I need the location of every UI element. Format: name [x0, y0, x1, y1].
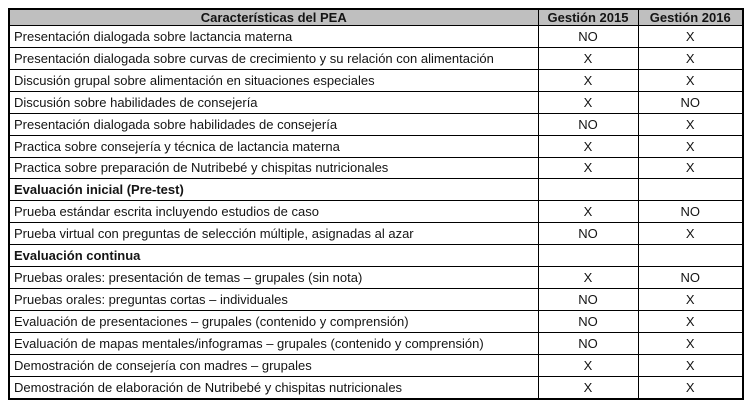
cell-gestion-2016: X [638, 113, 743, 135]
table-row [9, 267, 743, 289]
row-label: Evaluación inicial (Pre-test) [9, 179, 538, 201]
row-label: Evaluación de mapas mentales/infogramas – grupales (contenido y comprensión) [9, 332, 538, 354]
table-row [9, 135, 743, 157]
cell-gestion-2016: X [638, 376, 743, 399]
cell-gestion-2015 [538, 245, 638, 267]
cell-gestion-2016: X [638, 223, 743, 245]
cell-gestion-2016: X [638, 47, 743, 69]
cell-gestion-2016 [638, 179, 743, 201]
table-row [9, 354, 743, 376]
row-label: Presentación dialogada sobre curvas de crecimiento y su relación con alimentación [9, 47, 538, 69]
cell-gestion-2015 [538, 179, 638, 201]
row-label: Prueba virtual con preguntas de selección múltiple, asignadas al azar [9, 223, 538, 245]
row-label: Discusión sobre habilidades de consejería [9, 91, 538, 113]
section-row [9, 179, 743, 201]
cell-gestion-2015: NO [538, 332, 638, 354]
cell-gestion-2016: X [638, 157, 743, 179]
row-label: Demostración de elaboración de Nutribebé y chispitas nutricionales [9, 376, 538, 399]
cell-gestion-2016: X [638, 310, 743, 332]
table-row [9, 47, 743, 69]
table-row [9, 201, 743, 223]
table-row [9, 332, 743, 354]
cell-gestion-2015: X [538, 201, 638, 223]
cell-gestion-2015: X [538, 376, 638, 399]
table-header [9, 9, 743, 26]
table-row [9, 69, 743, 91]
row-label: Prueba estándar escrita incluyendo estudios de caso [9, 201, 538, 223]
cell-gestion-2015: X [538, 47, 638, 69]
row-label: Evaluación continua [9, 245, 538, 267]
table-row [9, 310, 743, 332]
header-row [9, 9, 743, 26]
table-row [9, 91, 743, 113]
table-row [9, 157, 743, 179]
cell-gestion-2016 [638, 245, 743, 267]
cell-gestion-2016: X [638, 332, 743, 354]
cell-gestion-2015: X [538, 267, 638, 289]
table-row [9, 26, 743, 48]
table-row [9, 376, 743, 399]
table-row [9, 113, 743, 135]
row-label: Pruebas orales: preguntas cortas – individuales [9, 289, 538, 311]
cell-gestion-2016: X [638, 354, 743, 376]
row-label: Discusión grupal sobre alimentación en situaciones especiales [9, 69, 538, 91]
cell-gestion-2016: X [638, 26, 743, 48]
cell-gestion-2015: NO [538, 223, 638, 245]
cell-gestion-2016: NO [638, 201, 743, 223]
cell-gestion-2015: X [538, 354, 638, 376]
header-gestion-2016: Gestión 2016 [638, 9, 743, 26]
row-label: Demostración de consejería con madres – grupales [9, 354, 538, 376]
section-row [9, 245, 743, 267]
cell-gestion-2015: NO [538, 289, 638, 311]
cell-gestion-2016: NO [638, 267, 743, 289]
cell-gestion-2016: NO [638, 91, 743, 113]
cell-gestion-2015: NO [538, 310, 638, 332]
cell-gestion-2015: NO [538, 113, 638, 135]
table-row [9, 223, 743, 245]
cell-gestion-2015: NO [538, 26, 638, 48]
cell-gestion-2015: X [538, 157, 638, 179]
row-label: Practica sobre consejería y técnica de lactancia materna [9, 135, 538, 157]
pea-characteristics-table [8, 8, 744, 400]
table-body [9, 26, 743, 400]
cell-gestion-2015: X [538, 69, 638, 91]
cell-gestion-2016: X [638, 69, 743, 91]
cell-gestion-2015: X [538, 135, 638, 157]
row-label: Practica sobre preparación de Nutribebé y chispitas nutricionales [9, 157, 538, 179]
cell-gestion-2016: X [638, 135, 743, 157]
row-label: Presentación dialogada sobre habilidades de consejería [9, 113, 538, 135]
cell-gestion-2016: X [638, 289, 743, 311]
table-row [9, 289, 743, 311]
header-gestion-2015: Gestión 2015 [538, 9, 638, 26]
row-label: Evaluación de presentaciones – grupales (contenido y comprensión) [9, 310, 538, 332]
row-label: Presentación dialogada sobre lactancia materna [9, 26, 538, 48]
row-label: Pruebas orales: presentación de temas – grupales (sin nota) [9, 267, 538, 289]
header-caracteristicas: Características del PEA [9, 9, 538, 26]
cell-gestion-2015: X [538, 91, 638, 113]
